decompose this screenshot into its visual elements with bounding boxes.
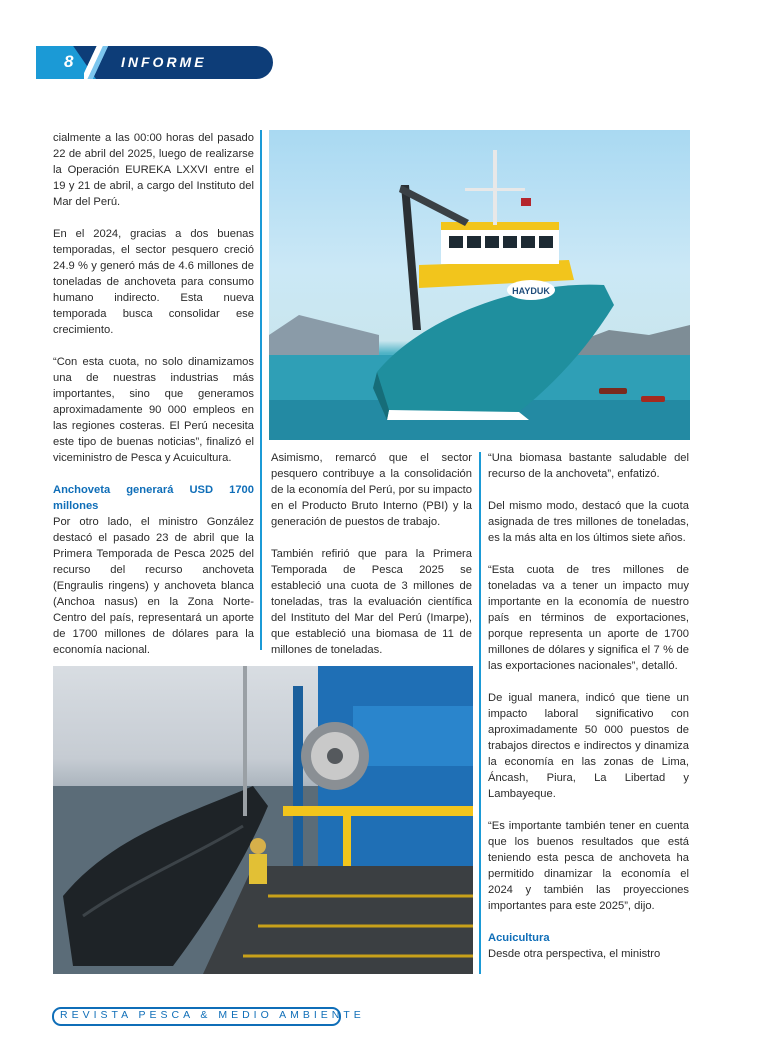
paragraph: “Con esta cuota, no solo dinamizamos una de nuestras industrias más importantes, sino que generamos aproximadamente 90 000 empleos en las regiones costeras. El Perú necesita este tipo de buenas noticias”, finalizó el viceministro de Pesca y Acuicultura. bbox=[53, 356, 254, 464]
header-stripe-decoration bbox=[84, 46, 110, 79]
article-column-2 bbox=[271, 450, 472, 674]
boat-name-text: HAYDUK bbox=[512, 286, 550, 296]
article-column-3 bbox=[488, 450, 689, 962]
paragraph: “Una biomasa bastante saludable del recurso de la anchoveta”, enfatizó. bbox=[488, 452, 689, 480]
paragraph: “Es importante también tener en cuenta que los buenos resultados que está teniendo esta pesca de anchoveta ha permitido dinamizar la economía el 2024 y también las proyecciones importantes para este 2025”, dijo. bbox=[488, 820, 689, 912]
subheading: Anchoveta generará USD 1700 millones bbox=[53, 484, 254, 512]
section-title: INFORME bbox=[121, 54, 207, 70]
photo-net-hauling bbox=[53, 666, 473, 974]
paragraph: De igual manera, indicó que tiene un impacto laboral significativo con aproximadamente 50 000 puestos de trabajos directos e indirectos y dinamiza la economía en las zonas de Lima, Áncash, Piura, La Libertad y Lambayeque. bbox=[488, 692, 689, 800]
paragraph: Asimismo, remarcó que el sector pesquero contribuye a la consolidación de la economía del Perú, por su impacto en el Producto Bruto Interno (PBI) y la generación de puestos de trabajo. bbox=[271, 452, 472, 528]
footer-text: REVISTA PESCA & MEDIO AMBIENTE bbox=[60, 1009, 365, 1021]
paragraph: También refirió que para la Primera Temporada de Pesca 2025 se estableció una cuota de 3 millones de toneladas, tras la evaluación científica del Instituto del Mar del Perú (Imarpe), que estableció una biomasa de 11 de millones de toneladas. bbox=[271, 548, 472, 656]
paragraph: Desde otra perspectiva, el ministro bbox=[488, 948, 661, 960]
paragraph: “Esta cuota de tres millones de toneladas va a tener un impacto muy importante en la economía de nuestro país en términos de exportaciones, porque representa un aporte de 1700 millones de dólares y significa el 7 % de las exportaciones nacionales”, detalló. bbox=[488, 564, 689, 672]
article-column-1 bbox=[53, 130, 254, 674]
subheading: Acuicultura bbox=[488, 932, 550, 944]
column-divider bbox=[479, 452, 481, 974]
page-number: 8 bbox=[64, 52, 74, 71]
paragraph: En el 2024, gracias a dos buenas temporadas, el sector pesquero creció 24.9 % y generó más de 4.6 millones de toneladas de anchoveta para consumo humano indirecto. Esta nueva temporada busca consolidar ese crecimiento. bbox=[53, 228, 254, 336]
deck-illustration bbox=[53, 666, 473, 974]
paragraph: cialmente a las 00:00 horas del pasado 22 de abril del 2025, luego de realizarse la Operación EUREKA LXXVI entre el 19 y 21 de abril, a cargo del Instituto del Mar del Perú. bbox=[53, 132, 254, 208]
boat-illustration bbox=[269, 130, 690, 440]
photo-fishing-boat bbox=[269, 130, 690, 440]
column-divider bbox=[260, 130, 262, 650]
paragraph: Por otro lado, el ministro González destacó el pasado 23 de abril que la Primera Temporada de Pesca 2025 del recurso del recurso anchoveta (Engraulis ringens) y anchoveta blanca (Anchoa nasus) en la Zona Norte-Centro del país, representará un aporte de 1700 millones de dólares para la economía nacional. bbox=[53, 516, 254, 656]
paragraph: Del mismo modo, destacó que la cuota asignada de tres millones de toneladas, es la más alta en los últimos siete años. bbox=[488, 500, 689, 544]
